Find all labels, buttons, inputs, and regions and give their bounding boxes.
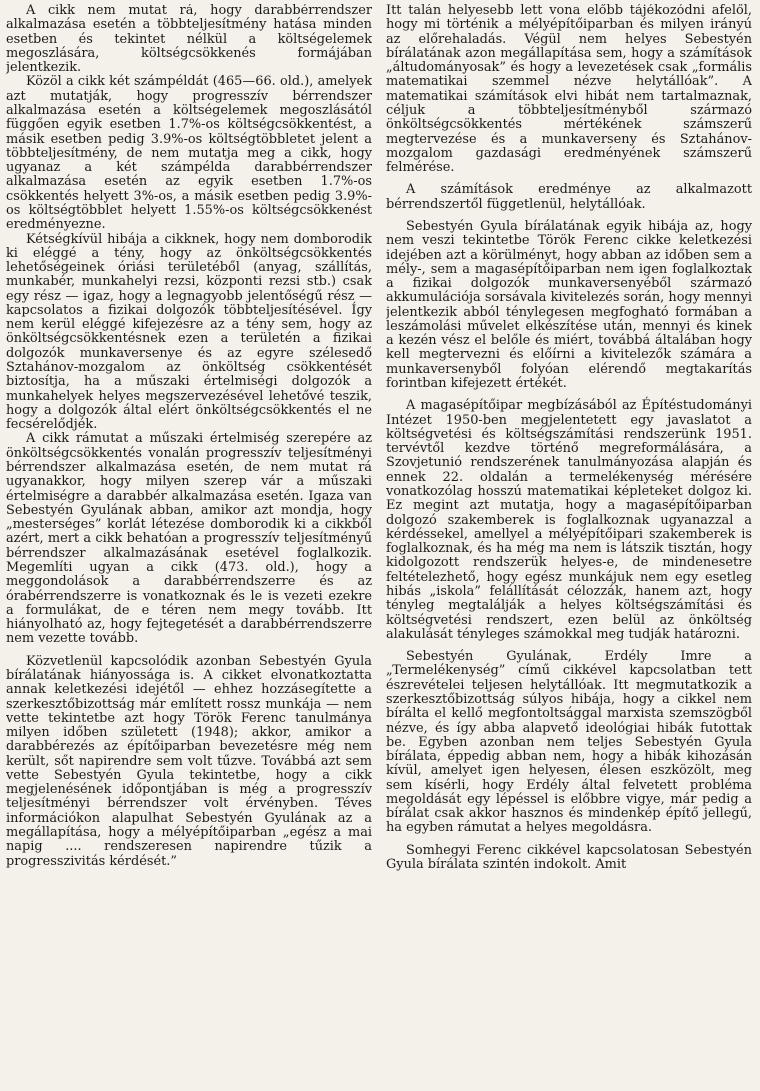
paragraph: A cikk nem mutat rá, hogy darabbérrendszer alkalmazása esetén a többteljesítmény hatása minden esetben és tekintet nélkül a költségelemek megoszlására, költségcsökkenés formájában jelentkezik. xyxy=(6,4,372,76)
right-column xyxy=(386,4,752,1091)
paragraph: Sebestyén Gyulának, Erdély Imre a „Termelékenység” című cikkével kapcsolatban tett észrevételei teljesen helytállóak. Itt megmutatkozik a szerkesztőbizottság súlyos hibája, hogy a cikkel nem bírálta el kellő megfontoltsággal marxista szemszögből nézve, és így abba alapvető ideológiai hibák futottak be. Egyben azonban nem teljes Sebestyén Gyula bírálata, éppedig abban nem, hogy a hibák kihozásán kívül, amelyet igen helyesen, élesen eszközölt, meg sem kísérli, hogy Erdély által felvetett probléma megoldását egy lépéssel is előbbre vigye, már pedig a bírálat csak akkor hasznos és mindenkép építő jellegű, ha egyben rámutat a helyes megoldásra. xyxy=(386,649,752,836)
paragraph: A számítások eredménye az alkalmazott bérrendszertől függetlenül, helytállóak. xyxy=(386,182,752,212)
paragraph: Somhegyi Ferenc cikkével kapcsolatosan Sebestyén Gyula bírálata szintén indokolt. Amit xyxy=(386,842,752,873)
paragraph: A cikk rámutat a műszaki értelmiség szerepére az önköltségcsökkentés vonalán progresszív teljesítményi bérrendszer alkalmazása esetén, de nem mutat rá ugyanakkor, hogy milyen szerep vár a műszaki értelmiségre a darabbér alkalmazása esetén. Igaza van Sebestyén Gyulának abban, amikor azt mondja, hogy „mesterséges” korlát létezése domborodik ki a cikkből azért, mert a cikk behatóan a progresszív teljesítményű bérrendszer alkalmazásának esetével foglalkozik. Megemlíti ugyan a cikk (473. old.), hogy a meggondolások a darabbérrendszerre és az órabérrendszerre is vonatkoznak és le is vezeti ezekre a formulákat, de e téren nem megy tovább. Itt hiányolható az, hogy fejtegetését a darabbérrendszerre nem vezette tovább. xyxy=(6,431,372,647)
paragraph: Közvetlenül kapcsolódik azonban Sebestyén Gyula bírálatának hiányossága is. A cikket elvonatkoztatta annak keletkezési idejétől — ehhez hozzásegítette a szerkesztőbizottság már említett rossz munkája — nem vette tekintetbe azt hogy Török Ferenc tanulmánya milyen időben született (1948); akkor, amikor a darabbérezés az építőiparban bevezetésre még nem került, sőt napirendre sem volt tűzve. Továbbá azt sem vette Sebestyén Gyula tekintetbe, hogy a cikk megjelenésének időpontjában is még a progresszív teljesítményi bérrendszer volt érvényben. Téves információkon alapulhat Sebestyén Gyulának az a megállapítása, hogy a mélyépítőiparban „egész a mai napig .... rendszeresen napirendre tűzik a progresszivitás kérdését.” xyxy=(6,653,372,869)
paragraph: Itt talán helyesebb lett vona előbb tájékozódni afelől, hogy mi történik a mélyépítőiparban és milyen irányú az előrehaladás. Végül nem helyes Sebestyén bírálatának azon megállapítása sem, hogy a számítások „áltudományosak” és hogy a levezetések csak „formális matematikai szemmel nézve helytállóak”. A matematikai számítások elvi hibát nem tartalmaznak, céljuk a többteljesítményből származó önköltségcsökkentés mértékének számszerű megtervezése és a munkaverseny és Sztahánov-mozgalom gazdasági eredményének számszerű felmérése. xyxy=(386,4,752,176)
paragraph: Kétségkívül hibája a cikknek, hogy nem domborodik ki eléggé a tény, hogy az önköltségcsökkentés lehetőségeinek óriási területéből (anyag, szállítás, munkabér, munkahelyi rezsi, központi rezsi stb.) csak egy rész — igaz, hogy a legnagyobb jelentőségű rész — kapcsolatos a fizikai dolgozók többteljesítésével. Így nem kerül eléggé kifejezésre az a tény sem, hogy az önköltségcsökkentésnek ezen a területén a fizikai dolgozók munkaversenye és az egyre szélesedő Sztahánov-mozgalom az önköltség csökkentését biztosítja, ha a műszaki értelmiségi dolgozók a munkahelyek helyes megszervezésével lehetővé teszik, hogy a dolgozók által elért önköltségcsökkentés el ne fecsérelődjék. xyxy=(6,231,372,433)
paragraph: Közöl a cikk két számpéldát (465—66. old.), amelyek azt mutatják, hogy progresszív bérrendszer alkalmazása esetén a költségelemek megoszlásától függően egyik esetben 1.7%-os költségcsökkentést, a másik esetben pedig 3.9%-os költségtöbbletet jelent a többteljesítmény, de nem mutatja meg a cikk, hogy ugyanaz a két számpélda darabbérrendszer alkalmazása esetén az egyik esetben 1.7%-os csökkentés helyett 3%-os, a másik esetben pedig 3.9%-os költségtöbblet helyett 1.55%-os költségcsökkenést eredményezne. xyxy=(6,74,372,233)
left-column xyxy=(6,4,372,1091)
paragraph: Sebestyén Gyula bírálatának egyik hibája az, hogy nem veszi tekintetbe Török Ferenc cikke keletkezési idejében azt a körülményt, hogy abban az időben sem a mély-, sem a magasépítőiparban nem igen foglalkoztak a fizikai dolgozók munkaversenyéből származó akkumulációja sorsávala kivitelezés során, hogy mennyi jelentkezik abból ténylegesen megfogható formában a leszámolási művelet elkészítése után, mennyi és kinek a kezén vész el belőle és miért, továbbá általában hogy kell megtervezni és előírni a kivitelezők számára a munkaversenyből folyóan elérendő megtakarítás forintban kifejezett értékét. xyxy=(386,218,752,392)
paragraph: A magasépítőipar megbízásából az Építéstudományi Intézet 1950-ben megjelentetett egy javaslatot a költségvetési és költségszámítási rendszerünk 1951. tervévtől kezdve történő megreformálására, a Szovjetunió rendszerének tanulmányozása alapján és ennek 22. oldalán a termelékenység mérésére vonatkozólag hosszú matematikai képleteket dolgoz ki. Ez megint azt mutatja, hogy a magasépítőiparban dolgozó szakemberek is foglalkoznak ugyanazzal a kérdéssekel, amellyel a mélyépítőipari szakemberek is foglalkoznak, és ha még ma nem is látszik tisztán, hogy kidolgozott rendszerük helyes-e, de mindenesetre feltételezhető, hogy egész munkájuk nem egy esetleg hibás „iskola” felállítását célozzák, hanem azt, hogy tényleg megtalálják a helyes költségszámítási és költségvetési rendszert, ezen belül az önköltség alakulását tényleges számokkal meg tudják határozni. xyxy=(386,398,752,642)
